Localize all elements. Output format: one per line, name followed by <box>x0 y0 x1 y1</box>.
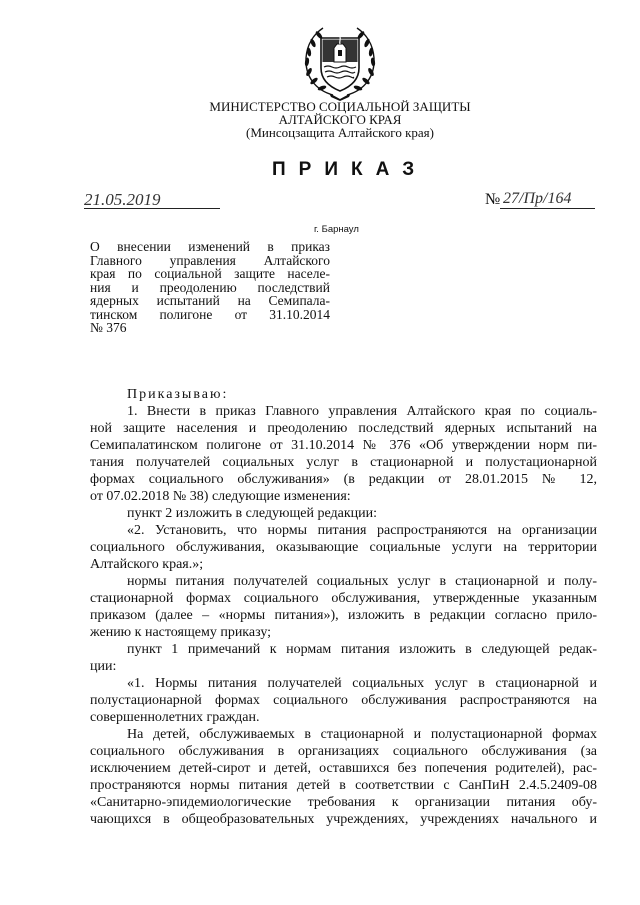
order-number-prefix: № <box>485 191 501 208</box>
body-line: нормы питания получателей социальных услуг в стационарной и полу- <box>127 574 597 589</box>
body-line: 1. Внести в приказ Главного управления Алтайского края по социаль- <box>127 404 597 419</box>
date-underline <box>84 208 220 209</box>
body-line: социального обслуживания в организациях социального обслуживания (за <box>90 744 597 759</box>
body-line: пункт 2 изложить в следующей редакции: <box>127 506 377 521</box>
subject-line: О внесении изменений в приказ <box>90 239 330 254</box>
order-body <box>90 386 597 828</box>
ministry-short-name: (Минсоцзащита Алтайского края) <box>246 125 434 140</box>
order-opening: Приказываю: <box>127 387 229 402</box>
body-line: стационарной формах социального обслуживания, утвержденные указанным <box>90 591 597 606</box>
body-line: жению к настоящему приказу; <box>90 625 272 640</box>
body-line: «2. Установить, что нормы питания распространяются на организации <box>127 523 597 538</box>
body-line: пространяются нормы питания детей в соответствии с СанПиН 2.4.5.2409-08 <box>90 778 597 793</box>
body-line: На детей, обслуживаемых в стационарной и полустационарной формах <box>127 727 597 742</box>
number-underline <box>500 208 595 209</box>
body-line: ной защите населения и преодолению последствий ядерных испытаний на <box>90 421 597 436</box>
body-line: «Санитарно-эпидемиологические требования к организации питания обу- <box>90 795 597 810</box>
body-line: приказом (далее – «нормы питания»), изложить в редакции согласно прило- <box>90 608 597 623</box>
body-line: тания получателей социальных услуг в стационарной и полустационарной <box>90 455 597 470</box>
ministry-name-line1: МИНИСТЕРСТВО СОЦИАЛЬНОЙ ЗАЩИТЫ <box>209 99 471 114</box>
order-number: 27/Пр/164 <box>503 190 572 207</box>
order-subject <box>90 240 330 335</box>
body-line: чающихся в общеобразовательных учреждениях, учреждениях начального и <box>90 812 597 827</box>
subject-line: Главного управления Алтайского <box>90 252 330 268</box>
subject-line: ния и преодолению последствий <box>90 279 330 295</box>
body-line: совершеннолетних граждан. <box>90 710 260 725</box>
order-city: г. Барнаул <box>314 224 359 235</box>
ministry-name-line2: АЛТАЙСКОГО КРАЯ <box>278 112 402 127</box>
body-line: Алтайского края.»; <box>90 557 204 572</box>
body-line: социального обслуживания, оказывающие социальные услуги на территории <box>90 540 597 555</box>
subject-line: ядерных испытаний на Семипала- <box>90 293 330 308</box>
subject-line: № 376 <box>90 320 127 335</box>
order-title: ПРИКАЗ <box>272 159 428 180</box>
body-line: исключением детей-сирот и детей, оставшихся без попечения родителей), рас- <box>90 761 597 776</box>
body-line: ции: <box>90 659 117 674</box>
body-line: полустационарной формах социального обслуживания распространяются на <box>90 693 597 708</box>
altai-coat-of-arms-icon <box>299 20 381 102</box>
body-line: «1. Нормы питания получателей социальных услуг в стационарной и <box>127 676 597 691</box>
body-line: Семипалатинском полигоне от 31.10.2014 № 376 «Об утверждении норм пи- <box>90 438 597 453</box>
order-date: 21.05.2019 <box>84 190 161 209</box>
body-line: пункт 1 примечаний к нормам питания изложить в следующей редак- <box>127 642 597 657</box>
body-line: формах социального обслуживания» (в редакции от 28.01.2015 № 12, <box>90 472 597 487</box>
subject-line: края по социальной защите населе- <box>90 266 330 281</box>
body-line: от 07.02.2018 № 38) следующие изменения: <box>90 489 351 504</box>
subject-line: тинском полигоне от 31.10.2014 <box>90 306 330 322</box>
